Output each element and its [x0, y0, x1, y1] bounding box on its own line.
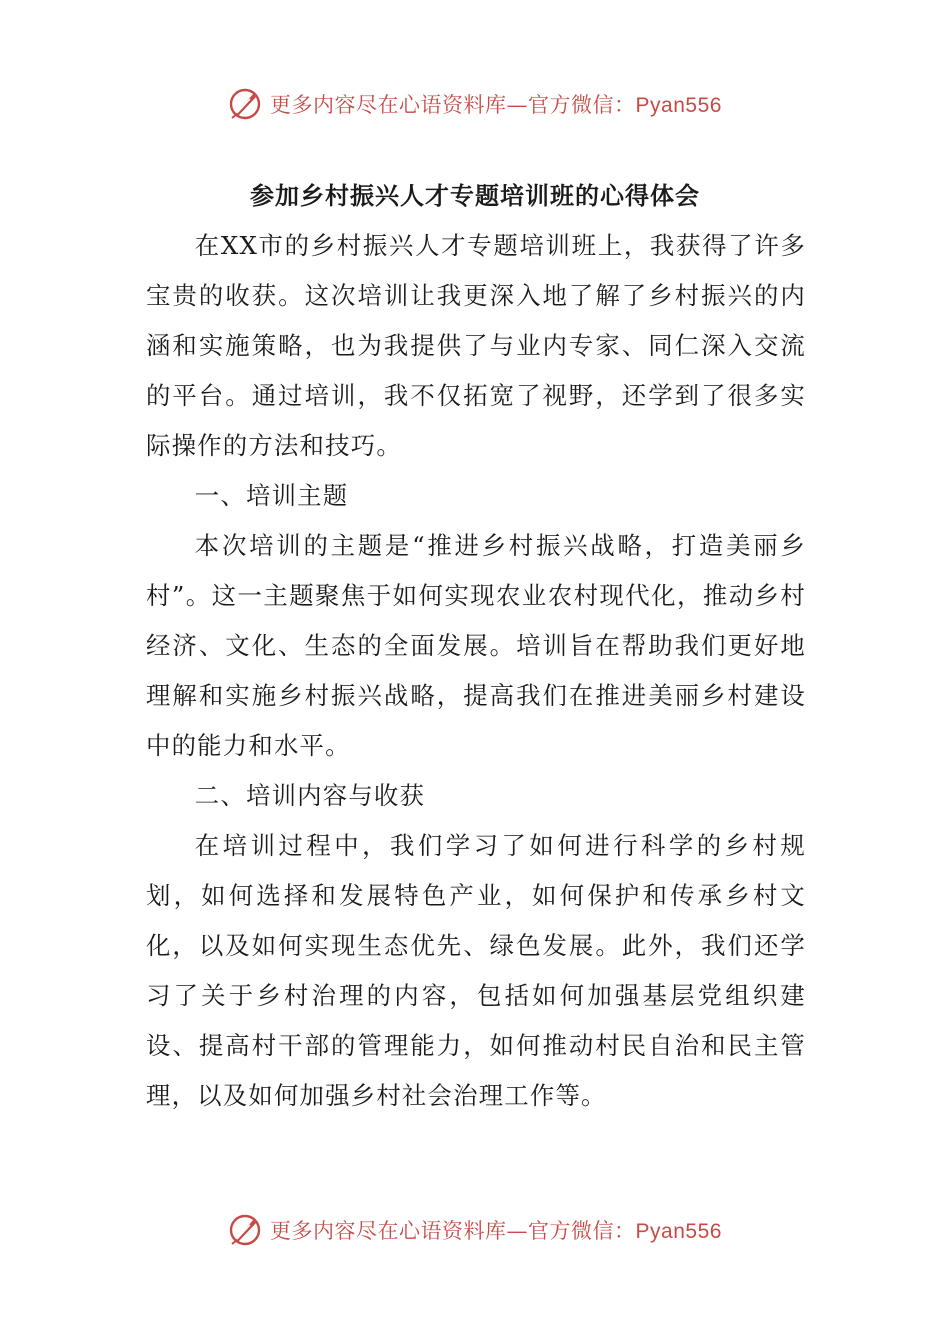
watermark-wechat-id: Pyan556: [635, 1220, 722, 1243]
document-body: [146, 221, 806, 1121]
watermark-wechat-label: 官方微信：: [528, 93, 636, 117]
watermark-separator: —: [506, 1219, 529, 1243]
document-title: 参加乡村振兴人才专题培训班的心得体会: [250, 181, 700, 210]
watermark-text: [270, 1215, 722, 1245]
section-heading-2: 二、培训内容与收获: [194, 781, 426, 810]
paragraph-theme: 本次培训的主题是“推进乡村振兴战略，打造美丽乡村”。这一主题聚焦于如何实现农业农村现代化，推动乡村经济、文化、生态的全面发展。培训旨在帮助我们更好地理解和实施乡村振兴战略，提高我们在推进美丽乡村建设中的能力和水平。: [146, 531, 806, 760]
watermark-wechat-id: Pyan556: [635, 94, 722, 117]
quill-pen-icon: [228, 87, 262, 121]
watermark-separator: —: [506, 93, 529, 117]
watermark-wechat-label: 官方微信：: [528, 1219, 636, 1243]
paragraph-intro: 在XX市的乡村振兴人才专题培训班上，我获得了许多宝贵的收获。这次培训让我更深入地了解了乡村振兴的内涵和实施策略，也为我提供了与业内专家、同仁深入交流的平台。通过培训，我不仅拓宽了视野，还学到了很多实际操作的方法和技巧。: [146, 231, 806, 460]
footer-watermark-banner: [0, 1208, 950, 1252]
watermark-text: [270, 89, 722, 119]
quill-pen-icon: [228, 1213, 262, 1247]
header-watermark-banner: [0, 82, 950, 126]
paragraph-content: 在培训过程中，我们学习了如何进行科学的乡村规划，如何选择和发展特色产业，如何保护和传承乡村文化，以及如何实现生态优先、绿色发展。此外，我们还学习了关于乡村治理的内容，包括如何加强基层党组织建设、提高村干部的管理能力，如何推动村民自治和民主管理，以及如何加强乡村社会治理工作等。: [146, 831, 806, 1110]
watermark-brand: 更多内容尽在心语资料库: [270, 1219, 507, 1243]
section-heading-1: 一、培训主题: [194, 481, 349, 510]
watermark-brand: 更多内容尽在心语资料库: [270, 93, 507, 117]
